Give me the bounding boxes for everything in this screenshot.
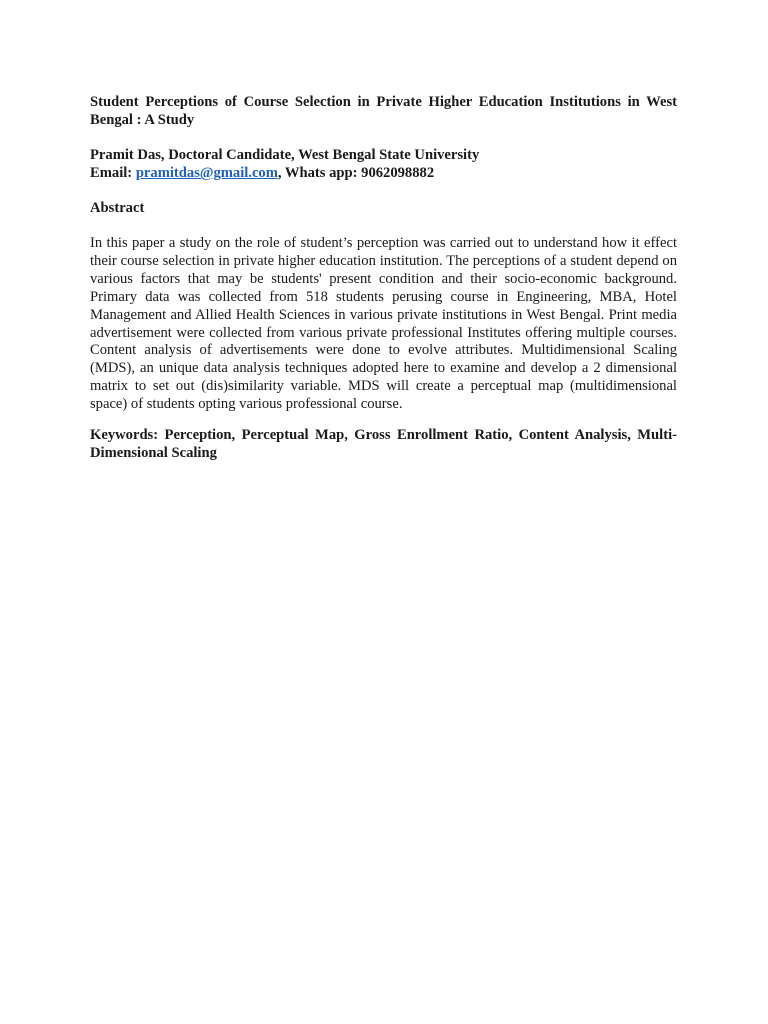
email-link[interactable]: pramitdas@gmail.com (135, 165, 278, 181)
author-line: Pramit Das, Doctoral Candidate, West Bengal State University (90, 147, 480, 163)
contact-suffix: , Whats app: 9062098882 (277, 165, 435, 181)
email-label: Email: (90, 165, 136, 181)
author-block (90, 146, 677, 182)
keywords-line: Keywords: Perception, Perceptual Map, Gross Enrollment Ratio, Content Analysis, Multi-Dimensional Scaling (90, 427, 677, 462)
abstract-heading: Abstract (90, 200, 145, 216)
document-page (90, 93, 677, 462)
contact-line (90, 164, 677, 182)
abstract-body: In this paper a study on the role of student’s perception was carried out to understand how it effect their course selection in private higher education institution. The perceptions of a student depend on various factors that may be students' present condition and their socio-economic background. Primary data was collected from 518 students perusing course in Engineering, MBA, Hotel Management and Allied Health Sciences in various private institutions in West Bengal. Print media advertisement were collected from various private professional Institutes offering multiple courses. Content analysis of advertisements were done to evolve attributes. Multidimensional Scaling (MDS), an unique data analysis techniques adopted here to examine and develop a 2 dimensional matrix to set out (dis)similarity variable. MDS will create a perceptual map (multidimensional space) of students opting various professional course. (90, 235, 677, 413)
paper-title: Student Perceptions of Course Selection in Private Higher Education Institutions in West Bengal : A Study (90, 94, 677, 128)
